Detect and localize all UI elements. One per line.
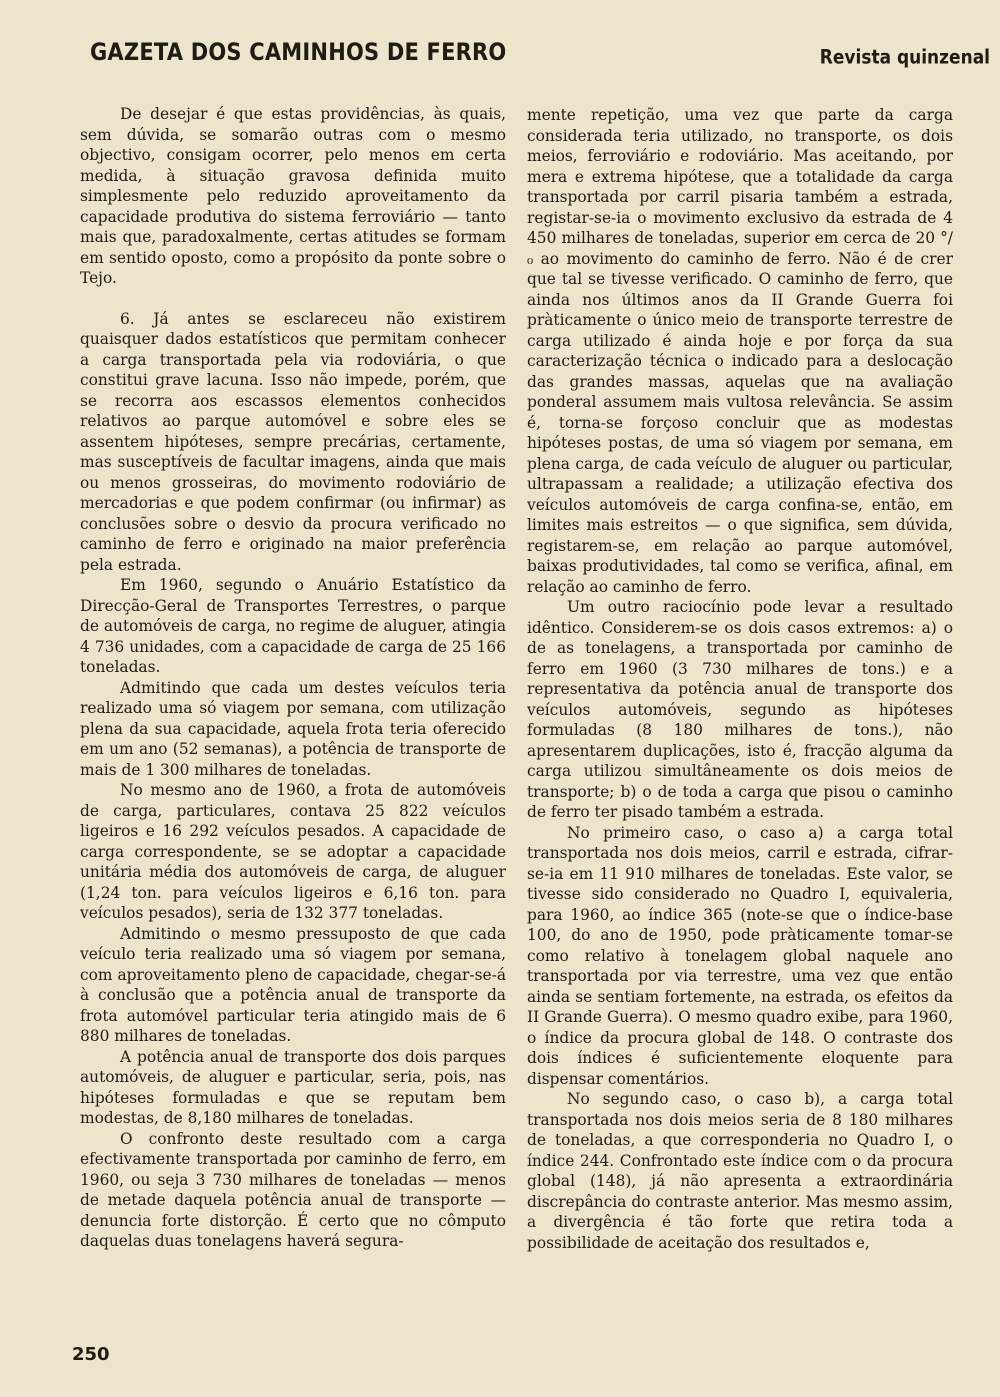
- paragraph: De desejar é que estas providências, às quais, sem dúvida, se somarão outras com o mesmo objectivo, consigam ocorrer, pelo menos em certa medida, à situação gravosa definida muito simplesmente pelo reduzido aproveitamento da capacidade produtiva do sistema ferroviário — tanto mais que, paradoxalmente, certas atitudes se formam em sentido oposto, como a propósito da ponte sobre o Tejo.: [80, 105, 506, 287]
- journal-subtitle: Revista quinzenal: [819, 46, 990, 69]
- journal-title: GAZETA DOS CAMINHOS DE FERRO: [90, 38, 507, 66]
- page-number: 250: [72, 1344, 110, 1365]
- paragraph: 6. Já antes se esclareceu não existirem quaisquer dados estatísticos que permitam conhecer a carga transportada pela via rodoviária, o que constitui grave lacuna. Isso não impede, porém, que se recorra aos escassos elementos conhecidos relativos ao parque automóvel e sobre eles se assentem hipóteses, sempre precárias, certamente, mas susceptíveis de facultar imagens, ainda que mais ou menos grosseiras, do movimento rodoviário de mercadorias e que podem confirmar (ou infirmar) as conclusões sobre o desvio da procura verificado no caminho de ferro e originado na maior preferência pela estrada.: [80, 309, 506, 574]
- paragraph: Em 1960, segundo o Anuário Estatístico da Direcção-Geral de Transportes Terrestres, o parque de automóveis de carga, no regime de aluguer, atingia 4 736 unidades, com a capacidade de carga de 25 166 toneladas.: [80, 576, 506, 676]
- paragraph: No segundo caso, o caso b), a carga total transportada nos dois meios seria de 8 180 milhares de toneladas, a que corresponderia no Quadro I, o índice 244. Confrontado este índice com o da procura global (148), já não apresenta a extraordinária discrepância do contraste anterior. Mas mesmo assim, a divergência é tão forte que retira toda a possibilidade de aceitação dos resultados e,: [527, 1090, 953, 1252]
- left-column: [80, 104, 506, 1252]
- paragraph: Admitindo que cada um destes veículos teria realizado uma só viagem por semana, com utilização plena da sua capacidade, aquela frota teria oferecido em um ano (52 semanas), a potência de transporte de mais de 1 300 milhares de toneladas.: [80, 678, 506, 779]
- paragraph: No primeiro caso, o caso a) a carga total transportada nos dois meios, carril e estrada, cifrar-se-ia em 11 910 milhares de toneladas. Este valor, se tivesse sido considerado no Quadro I, equivaleria, para 1960, ao índice 365 (note-se que o índice-base 100, do ano de 1950, pode pràticamente tomar-se como relativo à tonelagem global naquele ano transportada por via terrestre, uma vez que então ainda se sentiam fortemente, na estrada, os efeitos da II Grande Guerra). O mesmo quadro exibe, para 1960, o índice da procura global de 148. O contraste dos dois índices é suficientemente eloquente para dispensar comentários.: [527, 823, 953, 1088]
- paragraph: No mesmo ano de 1960, a frota de automóveis de carga, particulares, contava 25 822 veículos ligeiros e 16 292 veículos pesados. A capacidade de carga correspondente, se se adoptar a capacidade unitária média dos automóveis de carga, de aluguer (1,24 ton. para veículos ligeiros e 6,16 ton. para veículos pesados), seria de 132 377 toneladas.: [80, 781, 506, 922]
- paragraph: A potência anual de transporte dos dois parques automóveis, de aluguer e particular, seria, pois, nas hipóteses formuladas e que se reputam bem modestas, de 8,180 milhares de toneladas.: [80, 1047, 506, 1127]
- paragraph: Admitindo o mesmo pressuposto de que cada veículo teria realizado uma só viagem por semana, com aproveitamento pleno de capacidade, chegar-se-á à conclusão que a potência anual de transporte da frota automóvel particular teria atingido mais de 6 880 milhares de toneladas.: [80, 924, 506, 1045]
- paragraph: mente repetição, uma vez que parte da carga considerada teria utilizado, no transporte, os dois meios, ferroviário e rodoviário. Mas aceitando, por mera e extrema hipótese, que a totalidade da carga transportada por carril pisaria também a estrada, registar-se-ia o movimento exclusivo da estrada de 4 450 milhares de toneladas, superior em cerca de 20 °/₀ ao movimento do caminho de ferro. Não é de crer que tal se tivesse verificado. O caminho de ferro, que ainda nos últimos anos da II Grande Guerra foi pràticamente o único meio de transporte terrestre de carga utilizado é ainda hoje e por força da sua caracterização técnica o indicado para a deslocação das grandes massas, aquelas que na avaliação ponderal assumem mais vultosa relevância. Se assim é, torna-se forçoso concluir que as modestas hipóteses postas, de uma só viagem por semana, em plena carga, de cada veículo de aluguer ou particular, ultrapassam a realidade; a utilização efectiva dos veículos automóveis de carga confina-se, então, em limites mais estreitos — o que significa, sem dúvida, registarem-se, em relação ao parque automóvel, baixas produtividades, tal como se verifica, afinal, em relação ao caminho de ferro.: [527, 106, 953, 596]
- running-header: [90, 38, 990, 78]
- paragraph: Um outro raciocínio pode levar a resultado idêntico. Considerem-se os dois casos extremos: a) o de as tonelagens, a transportada por caminho de ferro em 1960 (3 730 milhares de tons.) e a representativa da potência anual de transporte dos veículos automóveis, segundo as hipóteses formuladas (8 180 milhares de tons.), não apresentarem duplicações, isto é, fracção alguma da carga utilizou simultâneamente os dois meios de transporte; b) o de toda a carga que pisou o caminho de ferro ter pisado também a estrada.: [527, 598, 953, 821]
- right-column: [527, 105, 953, 1253]
- paragraph: O confronto deste resultado com a carga efectivamente transportada por caminho de ferro, em 1960, ou seja 3 730 milhares de toneladas — menos de metade daquela potência anual de transporte — denuncia forte distorção. É certo que no cômputo daquelas duas tonelagens haverá segura-: [80, 1129, 506, 1250]
